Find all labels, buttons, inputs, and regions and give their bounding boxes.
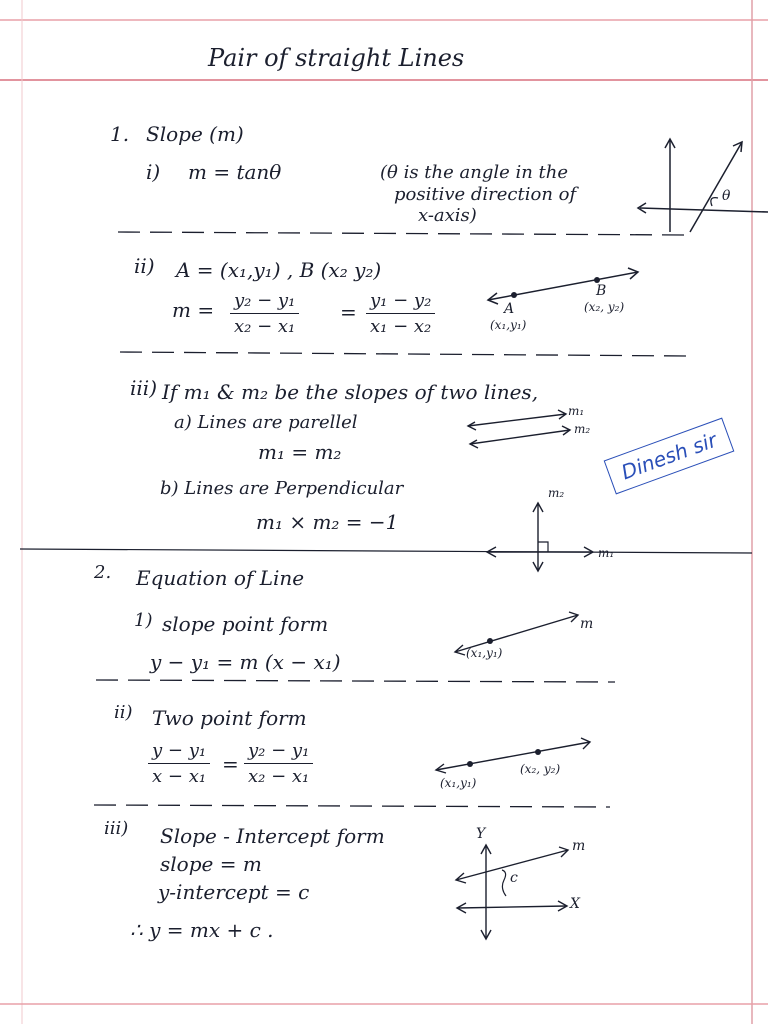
tp-fraction-2-numerator: y₂ − y₁ [244,740,313,764]
fraction-1-denominator: x₂ − x₁ [234,316,296,337]
slope-iii-label: iii) [130,376,157,400]
eq-ii-label: ii) [114,702,133,723]
parallel-text: a) Lines are parellel [174,412,358,433]
equals-sign: = [340,300,357,324]
line-m-label: m [572,838,586,854]
slope-note-line2: positive direction of [394,184,577,205]
page-title: Pair of straight Lines [208,44,465,72]
parallel-m2-label: m₂ [574,422,591,436]
slope-note-line1: (θ is the angle in the [380,162,569,183]
parallel-m1-label: m₁ [568,404,585,418]
tp-fraction-1-denominator: x − x₁ [152,766,207,787]
perpendicular-text: b) Lines are Perpendicular [160,478,404,499]
eq-i-label: 1) [134,610,153,631]
y-axis-label: Y [476,826,486,842]
two-lines-statement: If m₁ & m₂ be the slopes of two lines, [162,380,539,404]
x-axis-label: X [570,896,580,912]
perp-m2-label: m₂ [548,486,565,500]
tp-fraction-2-denominator: x₂ − x₁ [248,766,310,787]
two-point-heading: Two point form [152,706,307,730]
parallel-formula: m₁ = m₂ [258,440,342,464]
perpendicular-formula: m₁ × m₂ = −1 [256,510,399,534]
tp-point-2: (x₂, y₂) [520,762,561,776]
tp-fraction-1-numerator: y − y₁ [148,740,210,764]
slope-equals-m: slope = m [160,852,262,876]
slope-point-coord: (x₁,y₁) [466,646,503,660]
two-point-equals: = [222,752,239,776]
intercept-c-label: c [510,870,518,886]
slope-intercept-result: ∴ y = mx + c . [130,918,274,942]
perp-m1-label: m₁ [598,546,615,560]
slope-i-label: i) [146,160,161,184]
fraction-2-denominator: x₁ − x₂ [370,316,432,337]
point-b-coord: (x₂, y₂) [584,300,625,314]
fraction-1-numerator: y₂ − y₁ [230,290,299,314]
slope-point-heading: slope point form [162,612,329,636]
section1-number: 1. [110,122,130,146]
y-intercept-equals-c: y-intercept = c [158,880,310,904]
author-stamp: Dinesh sir [604,418,735,495]
fraction-2-numerator: y₁ − y₂ [366,290,435,314]
tp-point-1: (x₁,y₁) [440,776,477,790]
slope-intercept-heading: Slope - Intercept form [160,824,385,848]
m-equals: m = [172,298,215,322]
slope-point-m: m [580,616,594,632]
point-a-label: A [504,301,515,317]
point-a-coord: (x₁,y₁) [490,318,527,332]
slope-ii-label: ii) [134,254,155,278]
angle-theta-label: θ [722,188,731,204]
slope-tan-formula: m = tanθ [188,160,282,184]
eq-iii-label: iii) [104,818,129,839]
section2-heading: Equation of Line [136,566,305,590]
point-b-label: B [596,283,607,299]
slope-point-formula: y − y₁ = m (x − x₁) [150,650,341,674]
slope-note-line3: x-axis) [418,205,477,226]
points-ab: A = (x₁,y₁) , B (x₂ y₂) [176,258,382,282]
section1-heading: Slope (m) [146,122,244,146]
section2-number: 2. [94,562,112,583]
